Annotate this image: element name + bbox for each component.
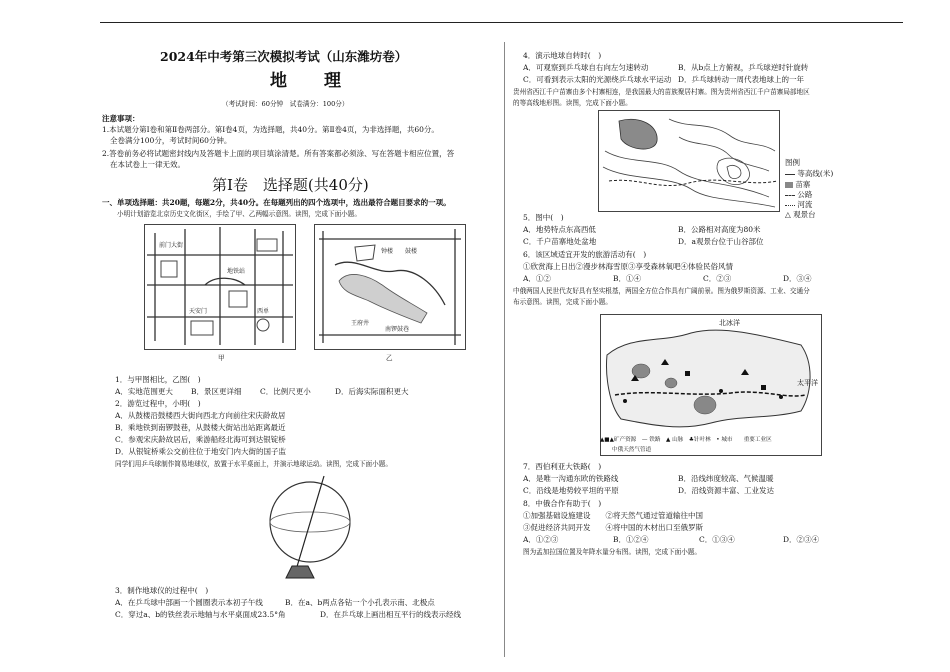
globe-figure <box>262 474 362 584</box>
contour-map <box>598 110 780 212</box>
option-d: D．沿线资源丰富、工业发达 <box>678 486 775 495</box>
option-a: A．在乒乓球中部画一个圆圈表示本初子午线 <box>115 598 263 607</box>
question-stem: 6．该区域适宜开发的旅游活动有( ) <box>523 250 647 259</box>
option-b: B．在a、b两点各钻一个小孔表示南、北极点 <box>285 598 435 607</box>
legend-title: 图例 <box>785 158 800 167</box>
village-icon <box>785 182 793 188</box>
notice-line: 1.本试题分第Ⅰ卷和第Ⅱ卷两部分。第Ⅰ卷4页，为选择题，共40分。第Ⅱ卷4页，为非选择题，共60分。 <box>102 125 439 134</box>
legend-label: 等高线(米) <box>797 169 834 178</box>
viewpoint-icon: △ <box>785 210 791 219</box>
option-d: D．乒乓球转动一周代表地球上的一年 <box>678 75 805 84</box>
question-intro: 中俄两国人民世代友好具有坚实根基，两国全方位合作具有广阔前景。图为俄罗斯资源、工业、交通分 <box>513 287 810 295</box>
option-c: C．千户苗寨地处盆地 <box>523 237 597 246</box>
contour-line-icon <box>785 174 795 175</box>
map-figure-b <box>314 224 466 350</box>
map-b-label: 钟楼 <box>381 248 394 255</box>
question-stem: 4．演示地球自转时( ) <box>523 51 602 60</box>
option-a: A．可观察到乒乓球自右向左匀速转动 <box>523 63 649 72</box>
question-intro: 布示意图。读图，完成下面小题。 <box>513 298 612 306</box>
option-c: C．沿线是地势较平坦的平原 <box>523 486 619 495</box>
question-intro: 同学们用乒乓球制作简易地球仪，放置于水平桌面上，并演示地球运动。读图，完成下面小题。 <box>115 460 392 468</box>
question-stem: 1．与甲图相比，乙图( ) <box>115 375 201 384</box>
exam-subject: 地 理 <box>270 71 351 91</box>
map-a-drawing <box>145 225 295 349</box>
question-stem: 8．中俄合作有助于( ) <box>523 499 602 508</box>
russia-drawing <box>601 315 821 455</box>
option-b: B．公路相对高度为80米 <box>678 225 761 234</box>
option-c: C．参观宋庆龄故居后，乘游船经北海可到达银锭桥 <box>115 435 286 444</box>
notice-line: 2.答卷前务必将试题密封线内及答题卡上面的项目填涂清楚。所有答案都必须涂、写在答题卡相应位置，答 <box>102 149 455 158</box>
river-icon <box>785 205 795 206</box>
option-b: B．从b点上方俯视，乒乓球逆时针旋转 <box>678 63 809 72</box>
map-a-label: 前门大街 <box>159 242 184 249</box>
exam-info: （考试时间：60分钟 试卷满分：100分） <box>222 100 349 108</box>
option-a: A．地势特点东高西低 <box>523 225 596 234</box>
legend-item <box>785 169 833 179</box>
question-intro: 图为孟加拉国位置及年降水量分布图。读图，完成下面小题。 <box>523 548 702 556</box>
column-divider <box>504 42 505 657</box>
notice-heading: 注意事项： <box>102 114 140 123</box>
option-c: C．比例尺更小 <box>260 387 311 396</box>
map-a-label: 地铁站 <box>227 268 246 275</box>
map-a-label: 天安门 <box>189 308 208 315</box>
question-items: ③促进经济共同开发 ④将中国的木材出口至俄罗斯 <box>523 523 703 532</box>
question-intro: 小明计划游览北京历史文化街区，手绘了甲、乙两幅示意图。读图，完成下面小题。 <box>117 210 361 218</box>
exam-title: 2024年中考第三次模拟考试（山东潍坊卷） <box>160 49 408 64</box>
map-b-caption: 乙 <box>386 354 393 362</box>
ocean-label: 北冰洋 <box>719 319 740 327</box>
option-b: B．乘地铁到南锣鼓巷，从鼓楼大街站出站距离最近 <box>115 423 286 432</box>
question-intro: 的等高线地形图。读图，完成下面小题。 <box>513 99 632 107</box>
map-b-label: 南锣鼓巷 <box>385 326 410 333</box>
legend-label: 河流 <box>797 200 813 209</box>
map-b-drawing <box>315 225 465 349</box>
question-items: ①加强基础设施建设 ②将天然气通过管道输往中国 <box>523 511 703 520</box>
option-b: B．景区更详细 <box>191 387 242 396</box>
question-items: ①欣赏海上日出②漫步林海雪原③享受森林氧吧④体验民俗风情 <box>523 262 733 271</box>
russia-map <box>600 314 822 456</box>
option-c: C．②③ <box>703 274 732 283</box>
option-c: C．①③④ <box>699 535 735 544</box>
question-stem: 7．西伯利亚大铁路( ) <box>523 462 602 471</box>
legend-item <box>785 210 816 220</box>
map-figure-a <box>144 224 296 350</box>
question-stem: 3．制作地球仪的过程中( ) <box>115 586 209 595</box>
option-a: A．实地范围更大 <box>115 387 173 396</box>
road-icon <box>785 195 795 196</box>
notice-line: 全卷满分100分，考试时间60分钟。 <box>110 136 232 145</box>
option-d: D．后海实际面积更大 <box>335 387 409 396</box>
legend-label: 观景台 <box>793 210 816 219</box>
contour-drawing <box>599 111 779 211</box>
section-title: 第Ⅰ卷 选择题(共40分) <box>212 176 369 194</box>
map-a-label: 西单 <box>257 308 270 315</box>
top-rule <box>100 22 903 23</box>
section-instruction: 一、单项选择题：共20题，每题2分，共40分。在每题列出的四个选项中，选出最符合题目要求的一项。 <box>102 198 451 207</box>
ocean-label: 太平洋 <box>797 379 818 387</box>
map-b-label: 王府井 <box>351 320 370 327</box>
option-a: A．①② <box>523 274 551 283</box>
russia-legend: 中俄天然气管道 <box>612 447 652 453</box>
question-intro: 贵州省西江千户苗寨由多个村寨相连，是我国最大的苗族聚居村寨。图为贵州省西江千户苗寨局部地区 <box>513 88 810 96</box>
russia-legend: ▲■▲矿产资源 — 铁路 ▲ 山脉 ♣针叶林 • 城市 重要工业区 <box>600 437 772 443</box>
option-c: C．穿过a、b的铁丝表示地轴与水平桌面成23.5°角 <box>115 610 286 619</box>
notice-line: 在本试卷上一律无效。 <box>110 160 185 169</box>
option-b: B．①②④ <box>613 535 649 544</box>
option-a: A．是唯一沟通东欧的铁路线 <box>523 474 619 483</box>
option-d: D．在乒乓球上画出相互平行的线表示经线 <box>320 610 462 619</box>
legend-item <box>785 190 812 200</box>
question-stem: 5．图中( ) <box>523 213 564 222</box>
legend-item <box>785 180 810 190</box>
question-stem: 2．游览过程中，小明( ) <box>115 399 201 408</box>
option-d: D．a观景台位于山谷部位 <box>678 237 764 246</box>
legend-label: 公路 <box>797 190 813 199</box>
option-b: B．①④ <box>613 274 642 283</box>
option-c: C．可看到表示太阳的光源绕乒乓球水平运动 <box>523 75 672 84</box>
option-a: A．①②③ <box>523 535 559 544</box>
option-d: D．③④ <box>783 274 812 283</box>
option-a: A．从鼓楼沿鼓楼西大街向西北方向前往宋庆龄故居 <box>115 411 286 420</box>
map-a-caption: 甲 <box>218 354 225 362</box>
option-b: B．沿线纬度较高、气候温暖 <box>678 474 774 483</box>
legend-item <box>785 200 812 210</box>
option-d: D．②③④ <box>783 535 820 544</box>
option-d: D．从银锭桥乘公交前往位于地安门内大街的国子监 <box>115 447 287 456</box>
legend-label: 苗寨 <box>795 180 811 189</box>
map-b-label: 鼓楼 <box>405 248 418 255</box>
